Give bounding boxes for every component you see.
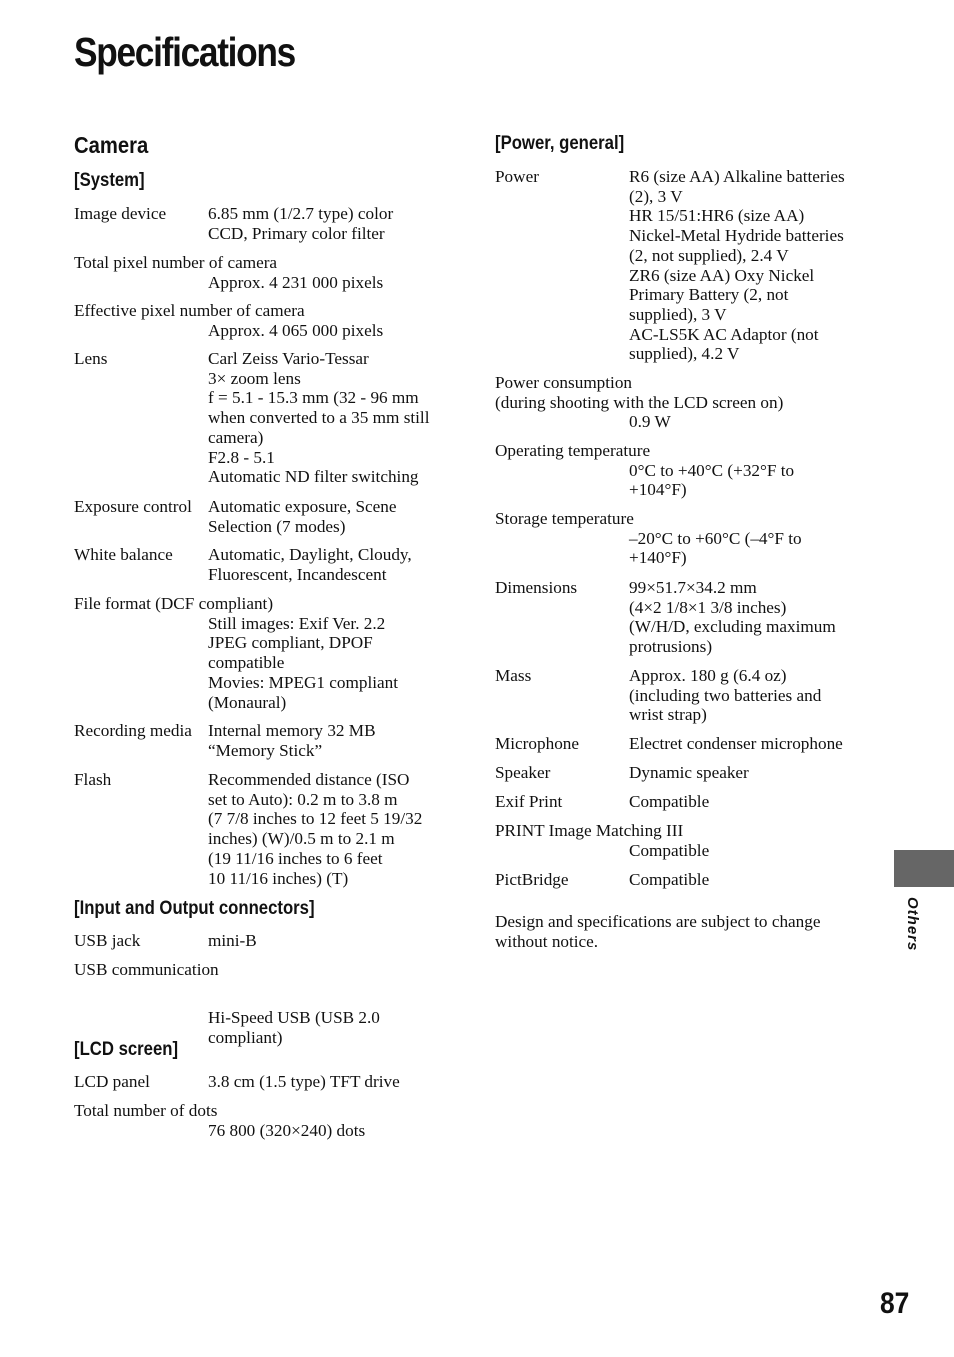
spec-value: Still images: Exif Ver. 2.2 JPEG compliant, DPOF compatible Movies: MPEG1 compliant (Monaural) xyxy=(208,613,399,712)
disclaimer-note: Design and specifications are subject to change without notice. xyxy=(495,912,821,951)
spec-value: Electret condenser microphone xyxy=(629,734,843,753)
spec-value: 6.85 mm (1/2.7 type) color CCD, Primary color filter xyxy=(208,204,394,243)
spec-value: Approx. 4 231 000 pixels xyxy=(208,272,384,292)
spec-label: PRINT Image Matching III xyxy=(495,821,684,840)
system-heading: [System] xyxy=(74,170,145,191)
spec-value: 76 800 (320×240) dots xyxy=(208,1120,366,1140)
spec-label: Total pixel number of camera xyxy=(74,253,278,272)
spec-label: White balance xyxy=(74,545,173,564)
spec-value: 0°C to +40°C (+32°F to +104°F) xyxy=(629,460,795,500)
lcd-heading: [LCD screen] xyxy=(74,1039,179,1060)
io-heading: [Input and Output connectors] xyxy=(74,898,315,919)
page-title: Specifications xyxy=(74,29,296,75)
spec-label: PictBridge xyxy=(495,870,569,889)
spec-label: Storage temperature xyxy=(495,509,634,528)
spec-label: Operating temperature xyxy=(495,441,651,460)
spec-label: USB communication xyxy=(74,960,219,979)
spec-label: Power xyxy=(495,167,539,186)
section-tab-label: Others xyxy=(904,897,921,952)
spec-value: Recommended distance (ISO set to Auto): 0.2 m to 3.8 m (7 7/8 inches to 12 feet 5 19/32 inches) (W)/0.5 m to 2.1 m (19 11/16 inches to 6 feet 10 11/16 inches) (T) xyxy=(208,770,423,888)
spec-value: Approx. 4 065 000 pixels xyxy=(208,320,384,340)
spec-value: Hi-Speed USB (USB 2.0 compliant) xyxy=(208,1008,380,1047)
spec-label: LCD panel xyxy=(74,1072,150,1091)
spec-label: Microphone xyxy=(495,734,580,753)
power-heading: [Power, general] xyxy=(495,133,625,154)
section-tab-marker xyxy=(894,850,954,887)
spec-label: Speaker xyxy=(495,763,551,782)
spec-label: Effective pixel number of camera xyxy=(74,301,305,320)
spec-value: Carl Zeiss Vario-Tessar 3× zoom lens f = 5.1 - 15.3 mm (32 - 96 mm when converted to a 35 mm still camera) F2.8 - 5.1 Automatic ND filter switching xyxy=(208,349,430,487)
spec-label: USB jack xyxy=(74,931,141,950)
spec-value: 3.8 cm (1.5 type) TFT drive xyxy=(208,1072,400,1091)
spec-value: mini-B xyxy=(208,931,257,950)
spec-value: Approx. 180 g (6.4 oz) (including two batteries and wrist strap) xyxy=(629,666,822,725)
page-number: 87 xyxy=(880,1287,910,1320)
spec-label: Flash xyxy=(74,770,112,789)
spec-label: Exif Print xyxy=(495,792,563,811)
spec-value: Dynamic speaker xyxy=(629,763,749,782)
spec-label: Image device xyxy=(74,204,167,223)
spec-value: Automatic, Daylight, Cloudy, Fluorescent, Incandescent xyxy=(208,545,412,584)
spec-value: Automatic exposure, Scene Selection (7 modes) xyxy=(208,497,397,536)
spec-value: 0.9 W xyxy=(629,412,671,432)
spec-label: Exposure control xyxy=(74,497,192,516)
spec-value: Internal memory 32 MB “Memory Stick” xyxy=(208,721,376,760)
spec-label: File format (DCF compliant) xyxy=(74,594,274,613)
spec-value: 99×51.7×34.2 mm (4×2 1/8×1 3/8 inches) (W/H/D, excluding maximum protrusions) xyxy=(629,578,836,657)
spec-label: Mass xyxy=(495,666,532,685)
spec-label: Power consumption (during shooting with the LCD screen on) xyxy=(495,373,784,412)
spec-value: Compatible xyxy=(629,870,710,889)
spec-value: R6 (size AA) Alkaline batteries (2), 3 V HR 15/51:HR6 (size AA) Nickel-Metal Hydride batteries (2, not supplied), 2.4 V ZR6 (size AA) Oxy Nickel Primary Battery (2, not supplied), 3 V AC-LS5K AC Adaptor (not supplied), 4.2 V xyxy=(629,167,845,364)
spec-value: Compatible xyxy=(629,792,710,811)
spec-value: –20°C to +60°C (–4°F to +140°F) xyxy=(629,528,802,568)
spec-label: Lens xyxy=(74,349,108,368)
camera-heading: Camera xyxy=(74,132,149,158)
spec-label: Recording media xyxy=(74,721,192,740)
spec-label: Dimensions xyxy=(495,578,578,597)
spec-label: Total number of dots xyxy=(74,1101,218,1120)
spec-value: Compatible xyxy=(629,840,710,860)
